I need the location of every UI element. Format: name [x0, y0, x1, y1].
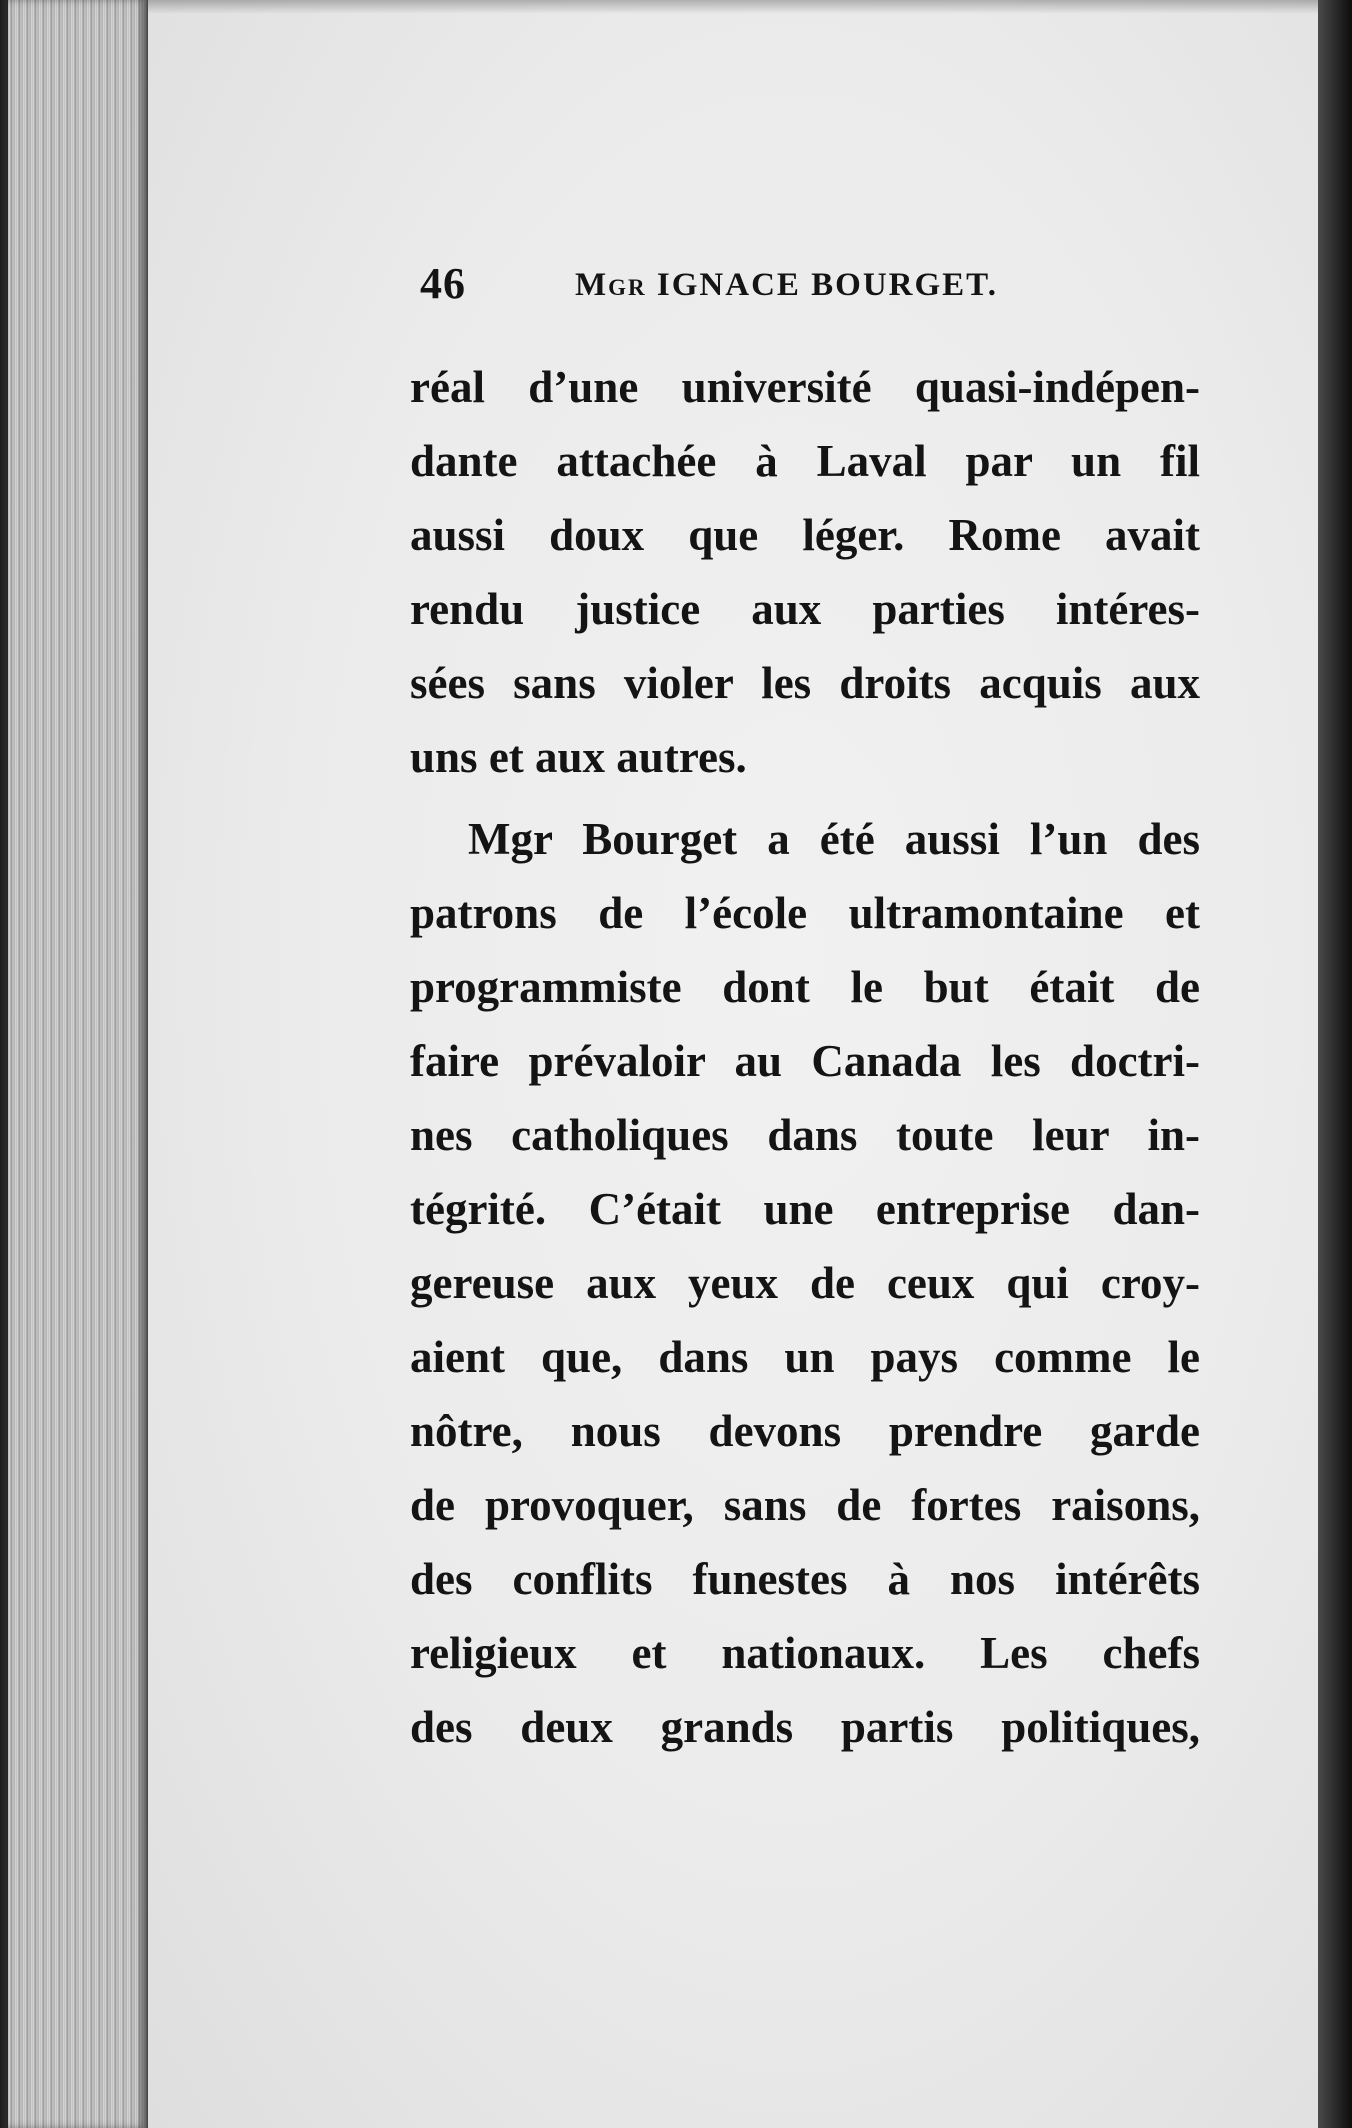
text-line: de provoquer, sans de fortes raisons, — [410, 1480, 1200, 1530]
text-line: aient que, dans un pays comme le — [410, 1332, 1200, 1382]
text-line: patrons de l’école ultramontaine et — [410, 888, 1200, 938]
top-shadow — [148, 0, 1318, 14]
text-line: gereuse aux yeux de ceux qui croy- — [410, 1258, 1200, 1308]
text-line: tégrité. C’était une entreprise dan- — [410, 1184, 1200, 1234]
text-line: aussi doux que léger. Rome avait — [410, 510, 1200, 560]
text-line: religieux et nationaux. Les chefs — [410, 1628, 1200, 1678]
text-line: nes catholiques dans toute leur in- — [410, 1110, 1200, 1160]
paragraph — [410, 350, 1200, 794]
text-line: nôtre, nous devons prendre garde — [410, 1406, 1200, 1456]
text-line: programmiste dont le but était de — [410, 962, 1200, 1012]
running-head — [420, 258, 1200, 318]
right-edge — [1318, 0, 1352, 2128]
page-number: 46 — [420, 259, 466, 308]
page-edges — [8, 0, 148, 2128]
paragraph — [410, 802, 1200, 1764]
text-line: faire prévaloir au Canada les doctri- — [410, 1036, 1200, 1086]
text-line: réal d’une université quasi-indépen- — [410, 362, 1200, 412]
text-line: rendu justice aux parties intéres- — [410, 584, 1200, 634]
body-text — [410, 350, 1200, 1764]
text-line: uns et aux autres. — [410, 732, 747, 782]
running-title: Mgr IGNACE BOURGET. — [575, 267, 998, 303]
text-line: des conflits funestes à nos intérêts — [410, 1554, 1200, 1604]
text-line: dante attachée à Laval par un fil — [410, 436, 1200, 486]
text-line: Mgr Bourget a été aussi l’un des — [468, 814, 1200, 864]
text-line: sées sans violer les droits acquis aux — [410, 658, 1200, 708]
text-line: des deux grands partis politiques, — [410, 1702, 1200, 1752]
